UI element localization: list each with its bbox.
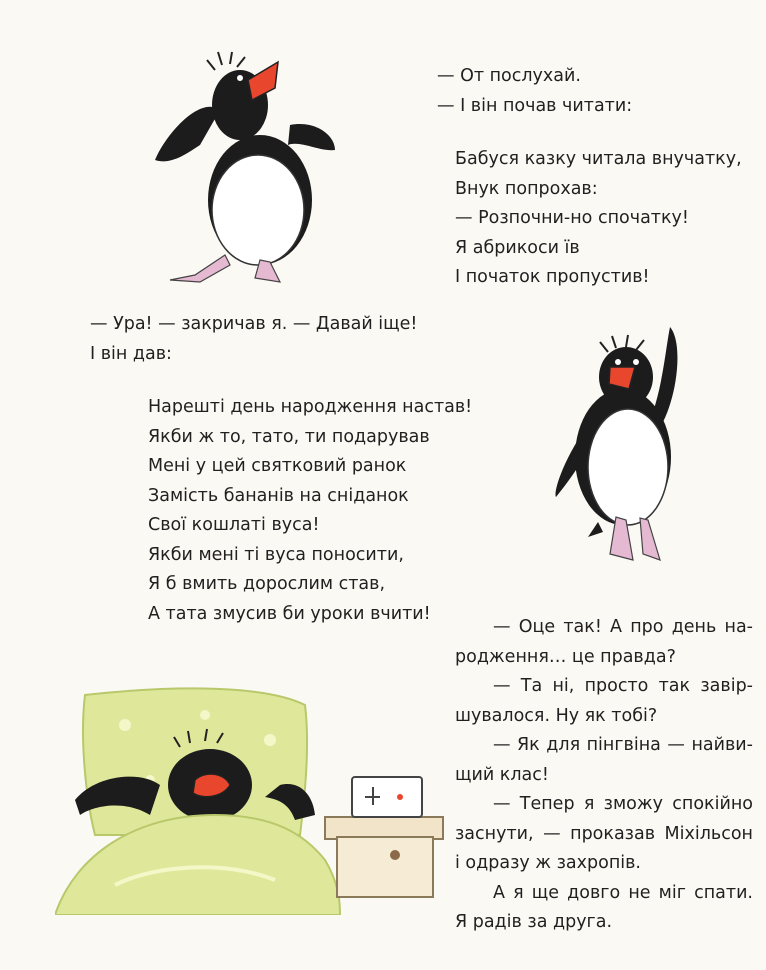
text-line: — Тепер я зможу спокійно xyxy=(493,794,753,814)
text-line: заснути, — проказав Міхільсон xyxy=(455,823,753,844)
penguin-waving-illustration xyxy=(548,322,698,567)
text-line: родження… це правда? xyxy=(455,646,676,667)
text-line: Я радів за друга. xyxy=(455,912,613,932)
hooray-dialogue xyxy=(90,310,417,369)
text-line: і одразу ж захропів. xyxy=(455,853,641,873)
poem-line: Внук попрохав: xyxy=(455,178,598,199)
text-line: шувалося. Ну як тобі? xyxy=(455,705,658,726)
poem-line: Нарешті день народження настав! xyxy=(148,397,473,417)
text-line: — І він почав читати: xyxy=(437,95,633,116)
poem-line: Я б вмить дорослим став, xyxy=(148,574,386,594)
text-line: — Як для пінгвіна — найви- xyxy=(493,735,753,755)
poem-line: Мені у цей святковий ранок xyxy=(148,456,407,476)
text-line: щий клас! xyxy=(455,764,549,785)
text-line: — От послухай. xyxy=(437,66,581,86)
poem-line: Свої кошлаті вуса! xyxy=(148,515,320,535)
poem-line: Замість бананів на сніданок xyxy=(148,485,409,506)
penguin-in-bed-illustration xyxy=(55,685,450,915)
poem-line: Бабуся казку читала внучатку, xyxy=(455,149,742,169)
text-line: А я ще довго не міг спати. xyxy=(493,882,753,903)
text-line: І він дав: xyxy=(90,343,172,364)
text-line: — Та ні, просто так завір- xyxy=(493,676,753,696)
final-dialogue xyxy=(455,613,753,938)
poem-line: Якби мені ті вуса поносити, xyxy=(148,544,404,565)
text-line: — Ура! — закричав я. — Давай іще! xyxy=(90,314,418,334)
intro-dialogue xyxy=(437,62,632,121)
poem-line: Якби ж то, тато, ти подарував xyxy=(148,426,430,447)
penguin-dancing-illustration xyxy=(140,50,340,285)
poem-birthday xyxy=(148,393,472,629)
text-line: — Оце так! А про день на- xyxy=(493,617,753,637)
poem-line: Я абрикоси їв xyxy=(455,237,580,258)
poem-line: А тата змусив би уроки вчити! xyxy=(148,603,431,624)
poem-line: — Розпочни-но спочатку! xyxy=(455,208,689,228)
poem-grandma xyxy=(455,145,742,293)
poem-line: І початок пропустив! xyxy=(455,267,650,287)
